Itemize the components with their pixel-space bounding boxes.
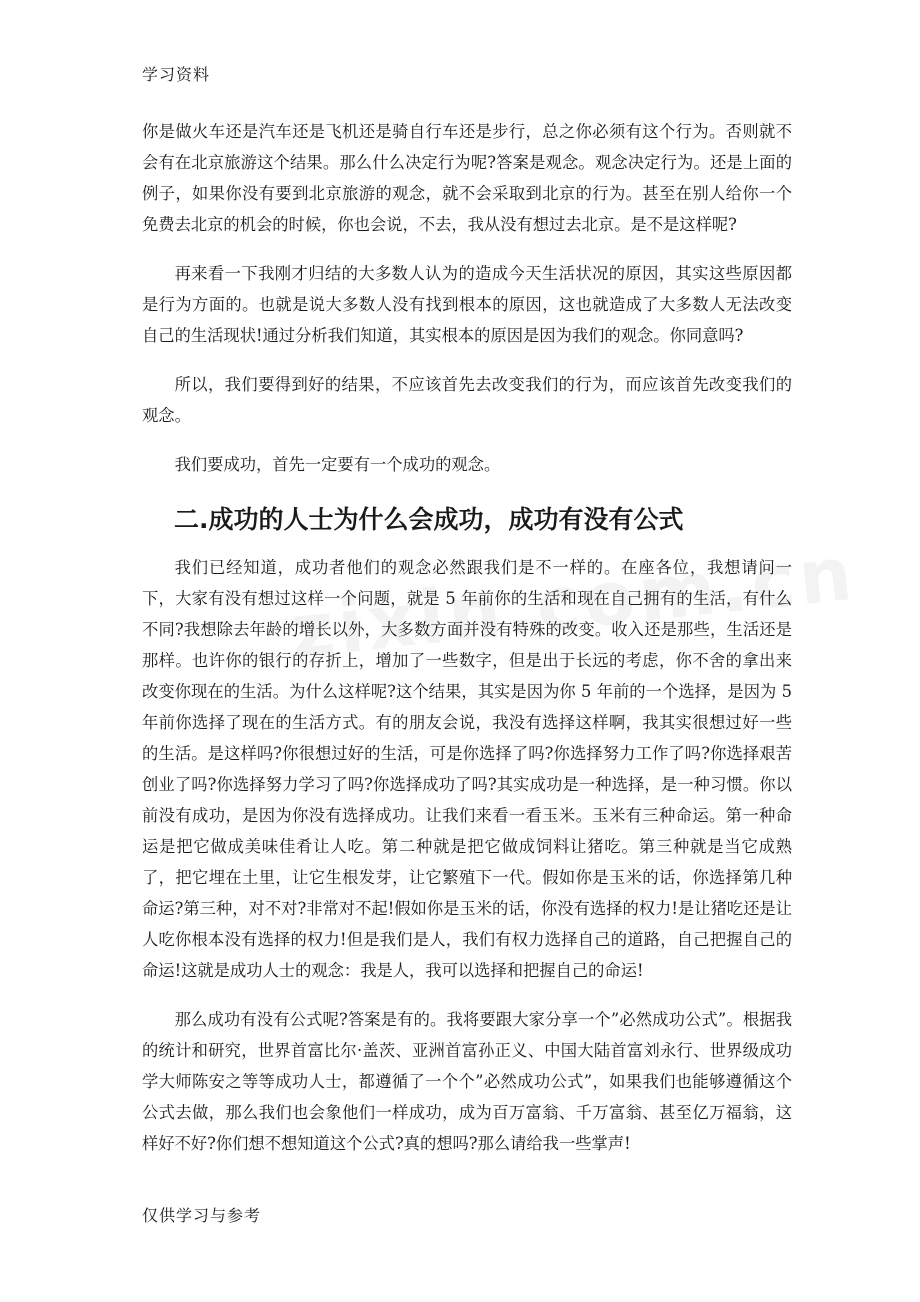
paragraph: 再来看一下我刚才归结的大多数人认为的造成今天生活状况的原因，其实这些原因都是行为方面的。也就是说大多数人没有找到根本的原因，这也就造成了大多数人无法改变自己的生活现状!通过分析我们知道，其实根本的原因是因为我们的观念。你同意吗? — [142, 264, 792, 345]
paragraph: 我们已经知道，成功者他们的观念必然跟我们是不一样的。在座各位，我想请问一下，大家有没有想过这样一个问题，就是 5 年前你的生活和现在自己拥有的生活，有什么不同?我想除去年龄的增长以外，大多数方面并没有特殊的改变。收入还是那些，生活还是那样。也许你的银行的存折上，增加了一些数字，但是出于长远的考虑，你不舍的拿出来改变你现在的生活。为什么这样呢?这个结果，其实是因为你 5 年前的一个选择，是因为 5 年前你选择了现在的生活方式。有的朋友会说，我没有选择这样啊，我其实很想过好一些的生活。是这样吗?你很想过好的生活，可是你选择了吗?你选择努力工作了吗?你选择艰苦创业了吗?你选择努力学习了吗?你选择成功了吗?其实成功是一种选择，是一种习惯。你以前没有成功，是因为你没有选择成功。让我们来看一看玉米。玉米有三种命运。第一种命运是把它做成美味佳肴让人吃。第二种就是把它做成饲料让猪吃。第三种就是当它成熟了，把它埋在土里，让它生根发芽，让它繁殖下一代。假如你是玉米的话，你选择第几种命运?第三种，对不对?非常对不起!假如你是玉米的话，你没有选择的权力!是让猪吃还是让人吃你根本没有选择的权力!但是我们是人，我们有权力选择自己的道路，自己把握自己的命运!这就是成功人士的观念：我是人，我可以选择和把握自己的命运! — [142, 558, 792, 980]
paragraph: 所以，我们要得到好的结果，不应该首先去改变我们的行为，而应该首先改变我们的观念。 — [142, 375, 792, 425]
page-footer: 仅供学习与参考 — [142, 1206, 262, 1225]
page-header: 学习资料 — [142, 65, 211, 84]
section-heading: 二.成功的人士为什么会成功，成功有没有公式 — [174, 505, 684, 534]
document-body — [142, 116, 792, 1159]
paragraph: 那么成功有没有公式呢?答案是有的。我将要跟大家分享一个”必然成功公式”。根据我的统计和研究，世界首富比尔·盖茨、亚洲首富孙正义、中国大陆首富刘永行、世界级成功学大师陈安之等等成功人士，都遵循了一个个”必然成功公式”，如果我们也能够遵循这个公式去做，那么我们也会象他们一样成功，成为百万富翁、千万富翁、甚至亿万福翁，这样好不好?你们想不想知道这个公式?真的想吗?那么请给我一些掌声! — [142, 1010, 792, 1153]
paragraph: 你是做火车还是汽车还是飞机还是骑自行车还是步行，总之你必须有这个行为。否则就不会有在北京旅游这个结果。那么什么决定行为呢?答案是观念。观念决定行为。还是上面的例子，如果你没有要到北京旅游的观念，就不会采取到北京的行为。甚至在别人给你一个免费去北京的机会的时候，你也会说，不去，我从没有想过去北京。是不是这样呢? — [142, 122, 792, 234]
paragraph: 我们要成功，首先一定要有一个成功的观念。 — [174, 455, 501, 474]
